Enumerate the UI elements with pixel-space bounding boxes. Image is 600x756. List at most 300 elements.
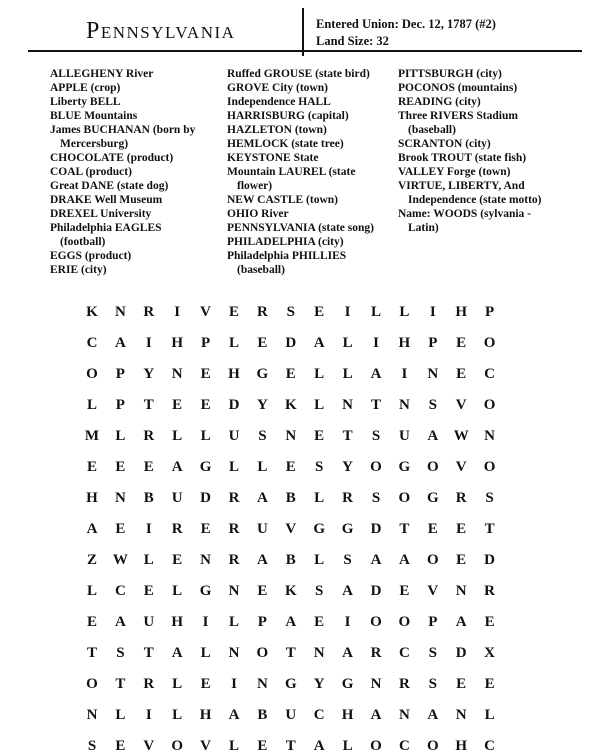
grid-letter: A — [313, 738, 325, 754]
grid-letter: I — [344, 304, 351, 320]
grid-row — [80, 395, 510, 415]
grid-letter: I — [429, 304, 436, 320]
grid-letter: V — [455, 397, 467, 413]
word-entry: ERIE (city) — [50, 264, 107, 276]
grid-letter: L — [370, 304, 381, 320]
word-entry: OHIO River — [227, 208, 289, 220]
grid-letter: N — [398, 707, 410, 723]
grid-letter: N — [228, 583, 240, 599]
grid-letter: E — [257, 583, 268, 599]
grid-letter: T — [399, 521, 410, 537]
word-entry: READING (city) — [398, 96, 481, 108]
grid-letter: O — [86, 676, 98, 692]
grid-letter: I — [145, 707, 152, 723]
grid-letter: S — [315, 583, 324, 599]
word-list-item — [227, 235, 397, 249]
grid-letter: C — [398, 738, 410, 754]
grid-letter: S — [485, 490, 494, 506]
grid-letter: T — [285, 738, 296, 754]
word-entry-continuation: (baseball) — [237, 264, 285, 276]
word-entry: Philadelphia EAGLES — [50, 222, 162, 234]
grid-letter: V — [200, 304, 212, 320]
grid-letter: E — [115, 738, 126, 754]
grid-row — [80, 426, 510, 446]
word-list-item — [227, 123, 397, 137]
grid-letter: N — [455, 583, 467, 599]
grid-letter: O — [483, 397, 496, 413]
grid-letter: S — [428, 676, 437, 692]
grid-letter: L — [172, 428, 183, 444]
word-entry: COAL (product) — [50, 166, 132, 178]
word-entry-continuation: flower) — [237, 180, 273, 192]
grid-row — [80, 581, 510, 601]
word-list-item — [398, 67, 580, 81]
grid-letter: A — [398, 552, 410, 568]
grid-letter: L — [172, 583, 183, 599]
word-entry: Liberty BELL — [50, 96, 121, 108]
grid-letter: Z — [86, 552, 97, 568]
grid-letter: V — [455, 459, 467, 475]
grid-letter: O — [483, 459, 496, 475]
grid-letter: B — [143, 490, 154, 506]
grid-letter: G — [341, 676, 354, 692]
grid-letter: D — [285, 335, 297, 351]
word-entry: NEW CASTLE (town) — [227, 194, 338, 206]
grid-letter: N — [114, 490, 126, 506]
grid-letter: E — [172, 552, 183, 568]
word-list-item — [50, 263, 230, 277]
grid-letter: A — [427, 428, 439, 444]
grid-letter: Y — [143, 366, 155, 382]
grid-letter: M — [84, 428, 100, 444]
grid-letter: I — [401, 366, 408, 382]
grid-row — [80, 612, 510, 632]
grid-letter: D — [484, 552, 496, 568]
entered-union: Entered Union: Dec. 12, 1787 (#2) — [316, 17, 496, 31]
grid-letter: V — [427, 583, 439, 599]
grid-letter: P — [485, 304, 495, 320]
word-entry: ALLEGHENY River — [50, 68, 154, 80]
grid-letter: T — [342, 428, 353, 444]
grid-row — [80, 333, 510, 353]
word-list-item — [398, 81, 580, 95]
grid-letter: E — [115, 521, 126, 537]
word-entry-continuation: Independence (state motto) — [408, 194, 542, 206]
word-entry: GROVE City (town) — [227, 82, 328, 94]
grid-letter: G — [256, 366, 269, 382]
grid-letter: E — [456, 366, 467, 382]
grid-letter: O — [398, 490, 411, 506]
grid-letter: S — [315, 459, 324, 475]
word-list-item — [227, 81, 397, 95]
grid-letter: E — [484, 676, 495, 692]
grid-letter: H — [86, 490, 98, 506]
grid-row — [80, 457, 510, 477]
grid-letter: A — [256, 552, 268, 568]
grid-letter: H — [199, 707, 212, 723]
grid-letter: O — [370, 738, 382, 754]
grid-letter: D — [228, 397, 240, 413]
word-entry: APPLE (crop) — [50, 82, 121, 94]
word-entry: PHILADELPHIA (city) — [227, 236, 344, 248]
grid-letter: L — [314, 490, 325, 506]
word-entry: James BUCHANAN (born by — [50, 124, 196, 136]
word-list-item — [398, 207, 580, 235]
grid-letter: L — [257, 459, 268, 475]
word-entry: PITTSBURGH (city) — [398, 68, 502, 80]
word-list-item — [398, 95, 580, 109]
word-list-item — [50, 249, 230, 263]
grid-letter: T — [484, 521, 495, 537]
grid-letter: H — [455, 304, 468, 320]
grid-letter: P — [115, 397, 125, 413]
word-list-column-3 — [398, 67, 580, 235]
grid-letter: S — [343, 552, 352, 568]
grid-letter: E — [257, 738, 268, 754]
grid-letter: I — [145, 521, 152, 537]
word-list-item — [50, 165, 230, 179]
grid-letter: N — [171, 366, 183, 382]
grid-letter: K — [284, 397, 297, 413]
word-entry: PENNSYLVANIA (state song) — [227, 222, 374, 234]
word-entry: Name: WOODS (sylvania - — [398, 208, 531, 220]
grid-letter: I — [373, 335, 379, 351]
word-list-item — [50, 81, 230, 95]
grid-letter: G — [284, 676, 297, 692]
grid-letter: E — [484, 614, 495, 630]
grid-letter: L — [115, 428, 126, 444]
header-divider-vertical — [302, 8, 304, 56]
grid-letter: N — [484, 428, 496, 444]
grid-letter: L — [143, 552, 154, 568]
grid-letter: R — [455, 490, 467, 506]
word-entry: Mountain LAUREL (state — [227, 166, 356, 178]
grid-letter: H — [228, 366, 240, 382]
grid-letter: G — [199, 459, 212, 475]
grid-letter: I — [145, 335, 152, 351]
grid-letter: E — [456, 335, 467, 351]
word-entry: Ruffed GROUSE (state bird) — [227, 68, 370, 80]
grid-letter: H — [341, 707, 354, 723]
word-list-item — [227, 193, 397, 207]
grid-letter: D — [200, 490, 212, 506]
grid-letter: A — [86, 521, 98, 537]
grid-letter: G — [199, 583, 212, 599]
grid-letter: V — [143, 738, 155, 754]
grid-letter: E — [399, 583, 410, 599]
word-list-item — [50, 221, 230, 249]
grid-letter: E — [314, 304, 325, 320]
word-list-item — [398, 151, 580, 165]
word-list-item — [227, 165, 397, 193]
grid-letter: E — [456, 676, 467, 692]
grid-letter: U — [398, 428, 410, 444]
grid-letter: N — [256, 676, 268, 692]
grid-letter: R — [228, 490, 240, 506]
word-entry: POCONOS (mountains) — [398, 82, 518, 94]
word-list-column-2 — [227, 67, 397, 277]
grid-letter: E — [200, 676, 211, 692]
grid-letter: E — [285, 459, 296, 475]
grid-letter: A — [370, 552, 382, 568]
grid-letter: E — [86, 614, 97, 630]
grid-letter: E — [257, 335, 268, 351]
grid-row — [80, 302, 510, 322]
grid-letter: S — [428, 397, 437, 413]
word-entry: Independence HALL — [227, 96, 331, 108]
grid-row — [80, 488, 510, 508]
grid-letter: O — [86, 366, 98, 382]
grid-letter: L — [342, 738, 353, 754]
grid-letter: R — [484, 583, 496, 599]
grid-letter: D — [370, 521, 382, 537]
grid-letter: V — [200, 738, 212, 754]
word-entry-continuation: Mercersburg) — [60, 138, 129, 150]
grid-letter: A — [427, 707, 439, 723]
grid-letter: C — [484, 366, 496, 382]
grid-letter: A — [171, 459, 183, 475]
grid-letter: A — [228, 707, 240, 723]
word-entry: HARRISBURG (capital) — [227, 110, 349, 122]
grid-letter: E — [172, 397, 183, 413]
grid-letter: W — [453, 428, 469, 444]
word-list-item — [50, 67, 230, 81]
grid-letter: L — [342, 335, 353, 351]
grid-letter: P — [115, 366, 125, 382]
grid-letter: L — [200, 428, 211, 444]
grid-letter: N — [370, 676, 382, 692]
grid-letter: A — [114, 614, 126, 630]
grid-letter: L — [172, 707, 183, 723]
grid-letter: T — [86, 645, 97, 661]
state-info — [316, 16, 496, 50]
grid-letter: T — [370, 397, 381, 413]
word-entry: EGGS (product) — [50, 250, 132, 262]
grid-letter: O — [256, 645, 269, 661]
grid-letter: T — [143, 397, 154, 413]
grid-letter: K — [284, 583, 297, 599]
grid-letter: O — [370, 459, 382, 475]
word-entry: Three RIVERS Stadium — [398, 110, 518, 122]
grid-letter: O — [171, 738, 184, 754]
grid-letter: X — [484, 645, 496, 661]
grid-letter: I — [202, 614, 209, 630]
grid-letter: A — [313, 335, 325, 351]
grid-letter: I — [231, 676, 237, 692]
word-entry: VALLEY Forge (town) — [398, 166, 511, 178]
grid-letter: I — [174, 304, 181, 320]
word-entry-continuation: Latin) — [408, 222, 439, 234]
grid-letter: R — [370, 645, 382, 661]
grid-letter: B — [285, 490, 296, 506]
grid-letter: V — [285, 521, 297, 537]
word-list-item — [227, 249, 397, 277]
grid-letter: C — [86, 335, 98, 351]
word-list-item — [398, 165, 580, 179]
word-entry-continuation: (football) — [60, 236, 106, 248]
word-list-item — [227, 207, 397, 221]
grid-letter: U — [285, 707, 297, 723]
grid-letter: O — [426, 738, 439, 754]
grid-letter: R — [143, 304, 155, 320]
grid-letter: N — [313, 645, 325, 661]
word-entry: Great DANE (state dog) — [50, 180, 169, 192]
word-entry: Philadelphia PHILLIES — [227, 250, 347, 262]
grid-letter: D — [370, 583, 382, 599]
grid-letter: R — [228, 521, 240, 537]
word-list-column-1 — [50, 67, 230, 277]
word-list-item — [398, 137, 580, 151]
grid-letter: L — [484, 707, 495, 723]
word-list-item — [398, 109, 580, 137]
word-list-item — [50, 151, 230, 165]
word-entry: DRAKE Well Museum — [50, 194, 163, 206]
grid-letter: T — [285, 645, 296, 661]
grid-letter: E — [143, 459, 154, 475]
grid-letter: W — [112, 552, 128, 568]
grid-letter: E — [86, 459, 97, 475]
grid-letter: R — [171, 521, 183, 537]
grid-letter: S — [371, 490, 381, 506]
word-entry: BLUE Mountains — [50, 110, 138, 122]
grid-letter: N — [200, 552, 212, 568]
grid-letter: S — [87, 738, 97, 754]
grid-letter: T — [115, 676, 126, 692]
grid-letter: E — [143, 583, 154, 599]
grid-letter: U — [143, 614, 155, 630]
grid-letter: R — [342, 490, 354, 506]
grid-letter: H — [398, 335, 411, 351]
grid-letter: R — [398, 676, 410, 692]
grid-letter: R — [143, 428, 155, 444]
grid-letter: B — [257, 707, 268, 723]
grid-letter: O — [398, 614, 411, 630]
grid-letter: E — [200, 397, 211, 413]
word-list-item — [50, 193, 230, 207]
grid-letter: S — [286, 304, 295, 320]
grid-letter: A — [455, 614, 467, 630]
word-list-item — [227, 137, 397, 151]
grid-letter: H — [455, 738, 468, 754]
grid-letter: E — [314, 428, 325, 444]
grid-letter: E — [456, 521, 467, 537]
grid-letter: L — [200, 645, 211, 661]
grid-letter: L — [228, 459, 239, 475]
word-entry: CHOCOLATE (product) — [50, 152, 174, 164]
word-list-item — [227, 109, 397, 123]
grid-letter: L — [172, 676, 183, 692]
grid-letter: N — [285, 428, 297, 444]
word-entry: Brook TROUT (state fish) — [398, 152, 527, 164]
grid-letter: E — [115, 459, 126, 475]
grid-letter: Y — [256, 397, 268, 413]
grid-letter: A — [342, 583, 354, 599]
grid-letter: S — [258, 428, 267, 444]
word-entry-continuation: (baseball) — [408, 124, 456, 136]
grid-letter: U — [228, 428, 240, 444]
grid-letter: L — [314, 397, 325, 413]
grid-letter: R — [228, 552, 240, 568]
grid-letter: E — [427, 521, 438, 537]
grid-letter: H — [171, 335, 184, 351]
grid-letter: I — [344, 614, 351, 630]
grid-letter: G — [398, 459, 411, 475]
grid-letter: P — [428, 614, 438, 630]
grid-letter: A — [370, 707, 382, 723]
grid-row — [80, 364, 510, 384]
grid-letter: A — [342, 645, 354, 661]
word-entry: HEMLOCK (state tree) — [227, 138, 344, 150]
grid-letter: A — [370, 366, 382, 382]
word-entry: SCRANTON (city) — [398, 138, 491, 150]
grid-row — [80, 550, 510, 570]
grid-letter: P — [257, 614, 267, 630]
word-list-item — [50, 109, 230, 123]
grid-letter: G — [313, 521, 326, 537]
grid-letter: G — [426, 490, 439, 506]
grid-letter: N — [228, 645, 240, 661]
word-entry: DREXEL University — [50, 208, 152, 220]
grid-letter: E — [228, 304, 239, 320]
grid-letter: L — [314, 366, 325, 382]
grid-row — [80, 736, 510, 756]
grid-row — [80, 519, 510, 539]
grid-letter: N — [427, 366, 439, 382]
grid-letter: G — [341, 521, 354, 537]
header — [0, 0, 600, 60]
grid-letter: L — [228, 335, 239, 351]
grid-letter: C — [313, 707, 325, 723]
grid-letter: L — [342, 366, 353, 382]
grid-letter: L — [228, 738, 239, 754]
grid-letter: K — [86, 304, 98, 320]
grid-letter: E — [200, 521, 211, 537]
grid-letter: Y — [313, 676, 325, 692]
grid-letter: Y — [342, 459, 354, 475]
word-list-item — [50, 207, 230, 221]
word-list-item — [50, 179, 230, 193]
grid-letter: O — [483, 335, 496, 351]
word-list-item — [227, 95, 397, 109]
word-entry: VIRTUE, LIBERTY, And — [398, 180, 525, 192]
word-list-item — [227, 151, 397, 165]
grid-letter: P — [428, 335, 438, 351]
grid-letter: L — [86, 397, 97, 413]
grid-letter: N — [86, 707, 98, 723]
grid-letter: A — [285, 614, 297, 630]
word-entry: HAZLETON (town) — [227, 124, 327, 136]
grid-letter: U — [171, 490, 183, 506]
grid-letter: A — [171, 645, 183, 661]
grid-letter: O — [426, 552, 439, 568]
grid-letter: B — [285, 552, 296, 568]
page-title: Pennsylvania — [86, 18, 236, 44]
grid-letter: L — [314, 552, 325, 568]
grid-letter: C — [398, 645, 410, 661]
grid-letter: T — [143, 645, 154, 661]
word-list-item — [50, 123, 230, 151]
grid-letter: C — [484, 738, 496, 754]
grid-letter: P — [201, 335, 211, 351]
word-list-item — [227, 221, 397, 235]
land-size: Land Size: 32 — [316, 34, 389, 48]
grid-letter: O — [426, 459, 439, 475]
grid-letter: E — [200, 366, 211, 382]
grid-letter: L — [228, 614, 239, 630]
header-divider-horizontal — [28, 50, 582, 52]
grid-letter: N — [342, 397, 354, 413]
grid-letter: L — [399, 304, 410, 320]
